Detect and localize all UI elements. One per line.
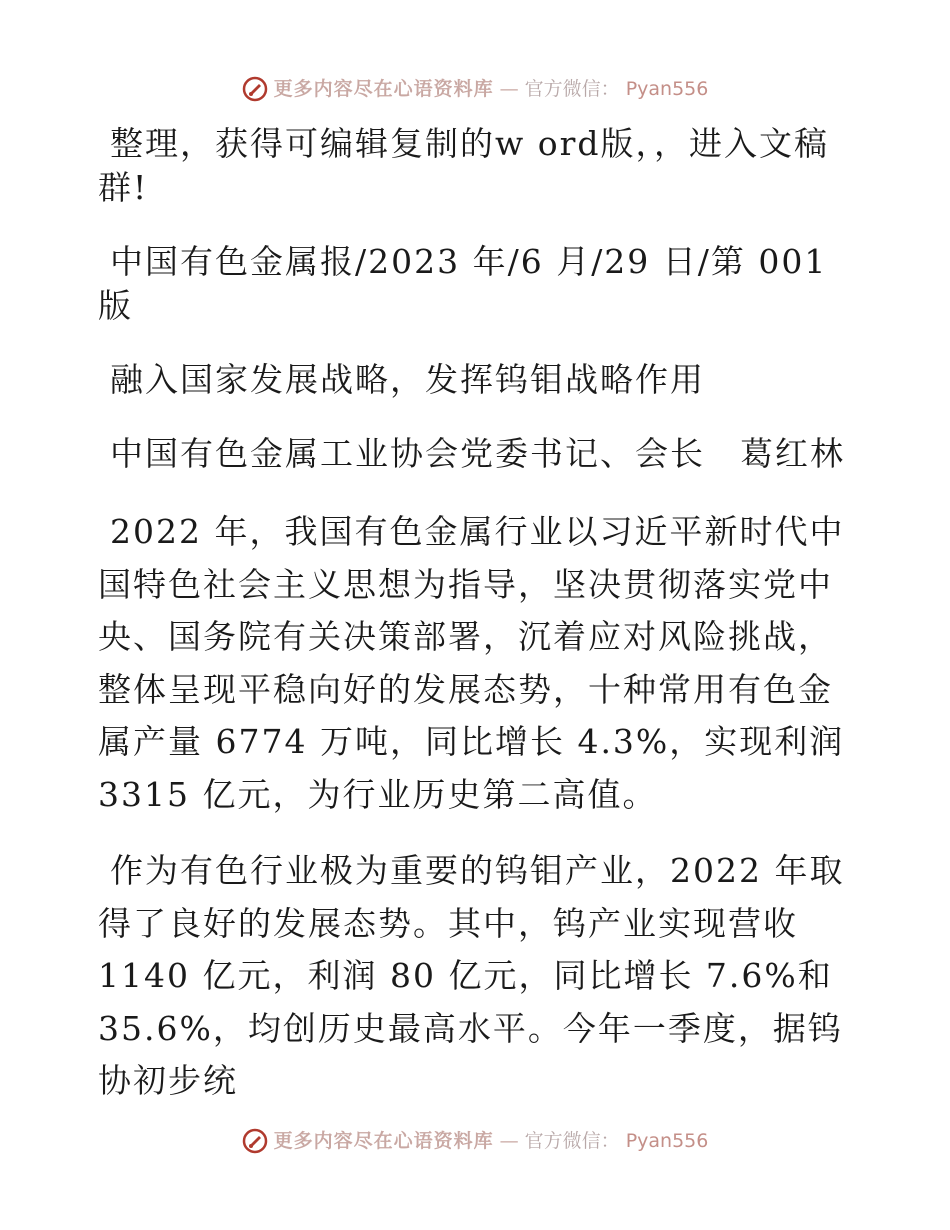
watermark-wechat-label: 官方微信： bbox=[524, 78, 620, 100]
watermark-text: 更多内容尽在心语资料库 bbox=[273, 1130, 494, 1152]
header-watermark bbox=[0, 76, 950, 102]
watermark-wechat-label: 官方微信： bbox=[524, 1130, 620, 1152]
watermark-logo-icon bbox=[242, 1128, 268, 1154]
source-line: 中国有色金属报/2023 年/6 月/29 日/第 001 版 bbox=[98, 242, 828, 325]
watermark-wechat-id: Pyan556 bbox=[625, 78, 709, 100]
watermark-logo-icon bbox=[242, 76, 268, 102]
paragraph-1: 2022 年，我国有色金属行业以习近平新时代中国特色社会主义思想为指导，坚决贯彻落实党中央、国务院有关决策部署，沉着应对风险挑战，整体呈现平稳向好的发展态势，十种常用有色金属产量 6774 万吨，同比增长 4.3%，实现利润 3315 亿元，为行业历史第二高值。 bbox=[98, 512, 845, 814]
intro-text: 整理，获得可编辑复制的w ord版，，进入文稿群! bbox=[98, 124, 830, 207]
document-body bbox=[98, 122, 858, 1132]
watermark-separator: — bbox=[499, 78, 519, 100]
watermark-wechat-id: Pyan556 bbox=[625, 1130, 709, 1152]
article-title: 融入国家发展战略，发挥钨钼战略作用 bbox=[110, 360, 705, 399]
watermark-separator: — bbox=[499, 1130, 519, 1152]
watermark-text: 更多内容尽在心语资料库 bbox=[273, 78, 494, 100]
author-line: 中国有色金属工业协会党委书记、会长 葛红林 bbox=[110, 434, 845, 473]
footer-watermark bbox=[0, 1128, 950, 1154]
paragraph-2: 作为有色行业极为重要的钨钼产业，2022 年取得了良好的发展态势。其中，钨产业实现营收 1140 亿元，利润 80 亿元，同比增长 7.6%和 35.6%，均创历史最高水平。今年一季度，据钨协初步统 bbox=[98, 851, 845, 1100]
